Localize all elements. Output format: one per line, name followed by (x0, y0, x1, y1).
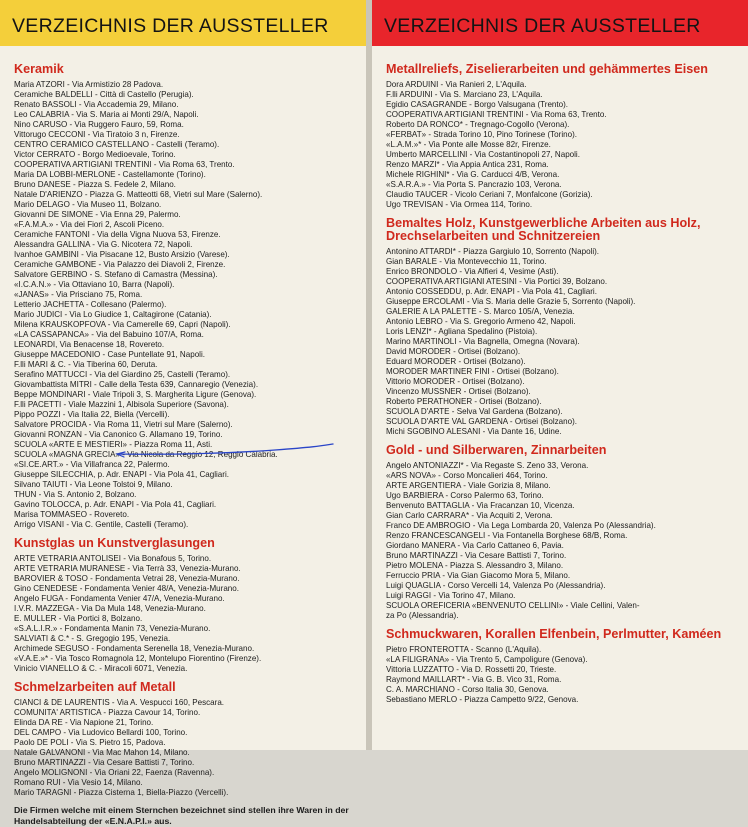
exhibitor-entry: Antonino ATTARDI* - Piazza Gargiulo 10, Sorrento (Napoli). (386, 247, 600, 256)
exhibitor-entry: Benvenuto BATTAGLIA - Via Fracanzan 10, Vicenza. (386, 501, 575, 510)
exhibitor-entry: COOPERATIVA ARTIGIANI TRENTINI - Via Roma 63, Trento. (14, 160, 235, 169)
exhibitor-entry: Bruno MARTINAZZI - Via Cesare Battisti 7, Torino. (386, 551, 567, 560)
right-page-header: VERZEICHNIS DER AUSSTELLER (372, 0, 748, 46)
section-title: Kunstglas un Kunstverglasungen (14, 536, 215, 550)
exhibitor-entry: Leo CALABRIA - Via S. Maria ai Monti 29/A, Napoli. (14, 110, 199, 119)
exhibitor-list (386, 645, 736, 705)
exhibitor-entry: «F.A.M.A.» - Via dei Fiori 2, Ascoli Piceno. (14, 220, 165, 229)
exhibitor-entry: «S.A.L.I.R.» - Fondamenta Manin 73, Venezia-Murano. (14, 624, 211, 633)
exhibitor-entry: Renzo FRANCESCANGELI - Via Fontanella Borghese 68/B, Roma. (386, 531, 628, 540)
exhibitor-entry: Pippo POZZI - Via Italia 22, Biella (Vercelli). (14, 410, 170, 419)
exhibitor-entry: Milena KRAUSKOPFOVA - Via Camerelle 69, Capri (Napoli). (14, 320, 231, 329)
exhibitor-entry: «L.A.M.»* - Via Ponte alle Mosse 82r, Firenze. (386, 140, 551, 149)
exhibitor-entry: Antonio LEBRO - Via S. Gregorio Armeno 42, Napoli. (386, 317, 576, 326)
exhibitor-entry: Natale D'ARIENZO - Piazza G. Matteotti 68, Vietri sul Mare (Salerno). (14, 190, 263, 199)
exhibitor-entry: Vittoria LUZZATTO - Via D. Rossetti 20, Trieste. (386, 665, 557, 674)
exhibitor-entry: Vittorugo CECCONI - Via Tiratoio 3 n, Firenze. (14, 130, 180, 139)
exhibitor-entry: «S.A.R.A.» - Via Porta S. Pancrazio 103, Verona. (386, 180, 562, 189)
exhibitor-entry: Vincenzo MUSSNER - Ortisei (Bolzano). (386, 387, 531, 396)
exhibitor-entry: Natale GALVANONI - Via Mac Mahon 14, Milano. (14, 748, 190, 757)
exhibitor-entry: Romano RUI - Via Vesio 14, Milano. (14, 778, 143, 787)
exhibitor-entry: «JANAS» - Via Prisciano 75, Roma. (14, 290, 143, 299)
exhibitor-entry: Archimede SEGUSO - Fondamenta Serenella 18, Venezia-Murano. (14, 644, 255, 653)
exhibitor-entry: F.lli PACETTI - Viale Mazzini 1, Albisola Superiore (Savona). (14, 400, 229, 409)
exhibitor-list (386, 247, 736, 437)
exhibitor-entry: Salvatore GERBINO - S. Stefano di Camastra (Messina). (14, 270, 218, 279)
exhibitor-entry: Giovanni RONZAN - Via Canonico G. Allamano 19, Torino. (14, 430, 223, 439)
exhibitor-entry: Ferruccio PRIA - Via Gian Giacomo Mora 5, Milano. (386, 571, 571, 580)
exhibitor-entry: I.V.R. MAZZEGA - Via Da Mula 148, Venezia-Murano. (14, 604, 206, 613)
exhibitor-entry: za Po (Alessandria). (386, 611, 459, 620)
exhibitor-entry: C. A. MARCHIANO - Corso Italia 30, Genova. (386, 685, 549, 694)
exhibitor-entry: MORODER MARTINER FINI - Ortisei (Bolzano). (386, 367, 559, 376)
exhibitor-entry: Angelo ANTONIAZZI* - Via Regaste S. Zeno 33, Verona. (386, 461, 589, 470)
exhibitor-entry: Paolo DE POLI - Via S. Pietro 15, Padova. (14, 738, 166, 747)
exhibitor-entry: Salvatore PROCIDA - Via Roma 11, Vietri sul Mare (Salerno). (14, 420, 233, 429)
exhibitor-entry: Silvano TAIUTI - Via Leone Tolstoi 9, Milano. (14, 480, 173, 489)
exhibitor-entry: Victor CERRATO - Borgo Medioevale, Torino. (14, 150, 176, 159)
exhibitor-entry: Bruno MARTINAZZI - Via Cesare Battisti 7, Torino. (14, 758, 195, 767)
exhibitor-entry: Gian BARALE - Via Montevecchio 11, Torino. (386, 257, 547, 266)
exhibitor-entry: Giovanni DE SIMONE - Via Enna 29, Palermo. (14, 210, 181, 219)
exhibitor-entry: Ivanhoe GAMBINI - Via Pisacane 12, Busto Arsizio (Varese). (14, 250, 230, 259)
exhibitor-entry: Franco DE AMBROGIO - Via Lega Lombarda 20, Valenza Po (Alessandria). (386, 521, 656, 530)
exhibitor-entry: Mario JUDICI - Via Lo Giudice 1, Caltagirone (Catania). (14, 310, 212, 319)
exhibitor-entry: Mario TARAGNI - Piazza Cisterna 1, Biella-Piazzo (Vercelli). (14, 788, 229, 797)
exhibitor-entry: «LA FILIGRANA» - Via Trento 5, Campoligure (Genova). (386, 655, 588, 664)
left-page (0, 0, 366, 826)
right-page (372, 0, 748, 750)
exhibitor-entry: Gino CENEDESE - Fondamenta Venier 48/A, Venezia-Murano. (14, 584, 239, 593)
exhibitor-entry: SCUOLA «MAGNA GRECIA» - Via Nicola da Reggio 12, Reggio Calabria. (14, 450, 278, 459)
exhibitor-entry: Maria DA LOBBI-MERLONE - Castellamonte (Torino). (14, 170, 206, 179)
exhibitor-entry: Elinda DA RE - Via Napione 21, Torino. (14, 718, 154, 727)
section-title: Keramik (14, 62, 64, 76)
exhibitor-entry: «I.C.A.N.» - Via Ottaviano 10, Barra (Napoli). (14, 280, 175, 289)
section-title: Schmuckwaren, Korallen Elfenbein, Perlmutter, Kaméen (386, 627, 722, 641)
exhibitor-entry: Angelo FUGA - Fondamenta Venier 47/A, Venezia-Murano. (14, 594, 225, 603)
exhibitor-entry: Giordano MANERA - Via Carlo Cattaneo 6, Pavia. (386, 541, 564, 550)
exhibitor-entry: ARTE VETRARIA ANTOLISEI - Via Bonafous 5, Torino. (14, 554, 212, 563)
exhibitor-entry: Vinicio VIANELLO & C. - Miracoli 6071, Venezia. (14, 664, 188, 673)
right-page-body (372, 46, 748, 705)
exhibitor-entry: Roberto PERATHONER - Ortisei (Bolzano). (386, 397, 542, 406)
exhibitor-entry: Vittorio MORODER - Ortisei (Bolzano). (386, 377, 525, 386)
exhibitor-entry: David MORODER - Ortisei (Bolzano). (386, 347, 521, 356)
exhibitor-entry: Egidio CASAGRANDE - Borgo Valsugana (Trento). (386, 100, 569, 109)
exhibitor-list (14, 698, 354, 798)
exhibitor-entry: Arrigo VISANI - Via C. Gentile, Castelli (Teramo). (14, 520, 189, 529)
exhibitor-entry: Luigi RAGGI - Via Torino 47, Milano. (386, 591, 516, 600)
exhibitor-entry: THUN - Via S. Antonio 2, Bolzano. (14, 490, 137, 499)
exhibitor-entry: Giuseppe SILECCHIA, p. Adr. ENAPI - Via Pola 41, Cagliari. (14, 470, 229, 479)
exhibitor-entry: SCUOLA OREFICERIA «BENVENUTO CELLINI» - Viale Cellini, Valen- (386, 601, 640, 610)
exhibitor-entry: Nino CARUSO - Via Ruggero Fauro, 59, Roma. (14, 120, 184, 129)
exhibitor-entry: Renato BASSOLI - Via Accademia 29, Milano. (14, 100, 179, 109)
exhibitor-entry: Ceramiche GAMBONE - Via Palazzo dei Diavoli 2, Firenze. (14, 260, 226, 269)
exhibitor-entry: Pietro MOLENA - Piazza S. Alessandro 3, Milano. (386, 561, 564, 570)
exhibitor-entry: Luigi QUAGLIA - Corso Vercelli 14, Valenza Po (Alessandria). (386, 581, 606, 590)
exhibitor-entry: «FERBAT» - Strada Torino 10, Pino Torinese (Torino). (386, 130, 577, 139)
exhibitor-entry: Gian Carlo CARRARA* - Via Acquiti 2, Verona. (386, 511, 553, 520)
section-title: Gold - und Silberwaren, Zinnarbeiten (386, 443, 607, 457)
exhibitor-entry: Serafino MATTUCCI - Via del Giardino 25, Castelli (Teramo). (14, 370, 231, 379)
exhibitor-entry: Ceramiche FANTONI - Via della Vigna Nuova 53, Firenze. (14, 230, 221, 239)
exhibitor-entry: Michi SGOBINO ALESANI - Via Dante 16, Udine. (386, 427, 562, 436)
exhibitor-entry: Loris LENZI* - Agliana Spedalino (Pistoia). (386, 327, 538, 336)
exhibitor-entry: Marino MARTINOLI - Via Bagnella, Omegna (Novara). (386, 337, 580, 346)
exhibitor-entry: SCUOLA «ARTE E MESTIERI» - Piazza Roma 11, Asti. (14, 440, 213, 449)
exhibitor-entry: Letterio JACHETTA - Collesano (Palermo). (14, 300, 167, 309)
exhibitor-entry: ARTE ARGENTIERA - Viale Gorizia 8, Milano. (386, 481, 551, 490)
exhibitor-entry: Gavino TOLOCCA, p. Adr. ENAPI - Via Pola 41, Cagliari. (14, 500, 217, 509)
exhibitor-entry: Dora ARDUINI - Via Ranieri 2, L'Aquila. (386, 80, 527, 89)
exhibitor-entry: CENTRO CERAMICO CASTELLANO - Castelli (Teramo). (14, 140, 220, 149)
exhibitor-entry: Claudio TAUCER - Vicolo Ceriani 7, Monfalcone (Gorizia). (386, 190, 593, 199)
exhibitor-entry: Giuseppe MACEDONIO - Case Puntellate 91, Napoli. (14, 350, 205, 359)
exhibitor-entry: Ugo TREVISAN - Via Ormea 114, Torino. (386, 200, 533, 209)
exhibitor-list (14, 554, 354, 674)
exhibitor-entry: «V.A.E.»* - Via Tosco Romagnola 12, Montelupo Fiorentino (Firenze). (14, 654, 262, 663)
exhibitor-entry: Michele RIGHINI* - Via G. Carducci 4/B, Verona. (386, 170, 560, 179)
footnote: Die Firmen welche mit einem Sternchen bezeichnet sind stellen ihre Waren in der Handelsabteilung der «E.N.A.P.I.» aus. (14, 805, 349, 826)
left-page-body (0, 46, 366, 827)
exhibitor-entry: Maria ATZORI - Via Armistizio 28 Padova. (14, 80, 164, 89)
exhibitor-entry: Renzo MARZI* - Via Appia Antica 231, Roma. (386, 160, 549, 169)
exhibitor-entry: Raymond MAILLART* - Via G. B. Vico 31, Roma. (386, 675, 562, 684)
exhibitor-entry: Antonio COSSEDDU, p. Adr. ENAPI - Via Pola 41, Cagliari. (386, 287, 597, 296)
exhibitor-entry: Beppe MONDINARI - Viale Tripoli 3, S. Margherita Ligure (Genova). (14, 390, 257, 399)
exhibitor-entry: Bruno DANESE - Piazza S. Fedele 2, Milano. (14, 180, 176, 189)
exhibitor-entry: SALVIATI & C.* - S. Gregogio 195, Venezia. (14, 634, 171, 643)
exhibitor-entry: Ceramiche BALDELLI - Città di Castello (Perugia). (14, 90, 194, 99)
exhibitor-entry: COOPERATIVA ARTIGIANI TRENTINI - Via Roma 63, Trento. (386, 110, 607, 119)
exhibitor-list (14, 80, 354, 530)
left-page-header: VERZEICHNIS DER AUSSTELLER (0, 0, 366, 46)
exhibitor-entry: COOPERATIVA ARTIGIANI ATESINI - Via Portici 39, Bolzano. (386, 277, 608, 286)
exhibitor-entry: DEL CAMPO - Via Ludovico Bellardi 100, Torino. (14, 728, 188, 737)
exhibitor-entry: Pietro FRONTEROTTA - Scanno (L'Aquila). (386, 645, 542, 654)
exhibitor-entry: Marisa TOMMASEO - Rovereto. (14, 510, 130, 519)
exhibitor-entry: ARTE VETRARIA MURANESE - Via Terrà 33, Venezia-Murano. (14, 564, 241, 573)
exhibitor-entry: Roberto DA RONCO* - Tregnago-Cogollo (Verona). (386, 120, 570, 129)
exhibitor-entry: Sebastiano MERLO - Piazza Campetto 9/22, Genova. (386, 695, 579, 704)
exhibitor-entry: LEONARDI, Via Benacense 18, Rovereto. (14, 340, 165, 349)
section-title: Metallreliefs, Ziselierarbeiten und gehämmertes Eisen (386, 62, 708, 76)
exhibitor-entry: Eduard MORODER - Ortisei (Bolzano). (386, 357, 526, 366)
exhibitor-entry: Alessandra GALLINA - Via G. Nicotera 72, Napoli. (14, 240, 193, 249)
exhibitor-entry: Angelo MOLIGNONI - Via Oriani 22, Faenza (Ravenna). (14, 768, 215, 777)
exhibitor-list (386, 80, 736, 210)
exhibitor-entry: Enrico BRONDOLO - Via Alfieri 4, Vesime (Asti). (386, 267, 559, 276)
exhibitor-entry: «ARS NOVA» - Corso Moncalieri 464, Torino. (386, 471, 548, 480)
exhibitor-entry: F.lli MARI & C. - Via Tiberina 60, Deruta. (14, 360, 158, 369)
exhibitor-entry: F.lli ARDUINI - Via S. Marciano 23, L'Aquila. (386, 90, 543, 99)
exhibitor-entry: «SI.CE.ART.» - Via Villafranca 22, Palermo. (14, 460, 170, 469)
exhibitor-entry: «LA CASSAPANCA» - Via del Babuino 107/A, Roma. (14, 330, 204, 339)
exhibitor-entry: Giovambattista MITRI - Calle della Testa 639, Cannaregio (Venezia). (14, 380, 259, 389)
section-title: Schmelzarbeiten auf Metall (14, 680, 176, 694)
exhibitor-entry: E. MULLER - Via Portici 8, Bolzano. (14, 614, 143, 623)
exhibitor-entry: Giuseppe ERCOLAMI - Via S. Maria delle Grazie 5, Sorrento (Napoli). (386, 297, 636, 306)
exhibitor-entry: BAROVIER & TOSO - Fondamenta Vetrai 28, Venezia-Murano. (14, 574, 240, 583)
exhibitor-entry: Mario DELAGO - Via Museo 11, Bolzano. (14, 200, 162, 209)
exhibitor-entry: COMUNITA' ARTISTICA - Piazza Cavour 14, Torino. (14, 708, 201, 717)
exhibitor-entry: Umberto MARCELLINI - Via Costantinopoli 27, Napoli. (386, 150, 580, 159)
exhibitor-entry: CIANCI & DE LAURENTIS - Via A. Vespucci 160, Pescara. (14, 698, 225, 707)
exhibitor-entry: GALERIE A LA PALETTE - S. Marco 105/A, Venezia. (386, 307, 575, 316)
section-title: Bemaltes Holz, Kunstgewerbliche Arbeiten aus Holz, Drechselarbeiten und Schnitzereien (386, 216, 701, 243)
exhibitor-entry: SCUOLA D'ARTE VAL GARDENA - Ortisei (Bolzano). (386, 417, 577, 426)
exhibitor-list (386, 461, 736, 621)
exhibitor-entry: Ugo BARBIERA - Corso Palermo 63, Torino. (386, 491, 544, 500)
exhibitor-entry: SCUOLA D'ARTE - Selva Val Gardena (Bolzano). (386, 407, 563, 416)
